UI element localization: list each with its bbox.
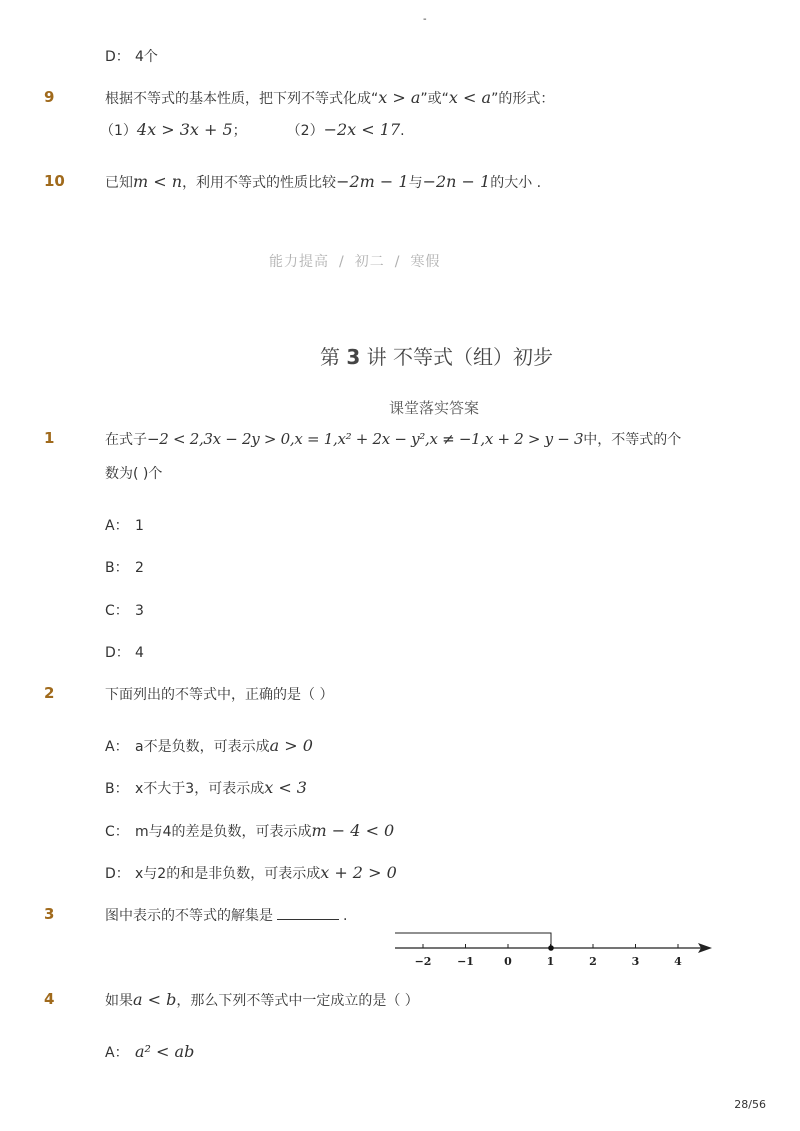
option-label: D： <box>105 645 130 661</box>
tick-label: −2 <box>414 955 432 968</box>
q2-option-c[interactable] <box>105 821 394 841</box>
option-text: x不大于3，可表示成 <box>135 781 265 797</box>
q9-math-1: x > a <box>378 88 421 107</box>
breadcrumb-sep: / <box>339 254 345 270</box>
q3-text-post: . <box>343 908 348 924</box>
tick-label: 0 <box>504 955 512 968</box>
question-number-9: 9 <box>44 88 55 106</box>
tick-label: 2 <box>589 955 597 968</box>
question-3-text <box>105 905 347 925</box>
question-10-text <box>105 172 541 192</box>
q10-text-mid: ，利用不等式的性质比较 <box>182 175 337 191</box>
question-number-3: 3 <box>44 905 55 923</box>
tick-label: 3 <box>631 955 640 968</box>
option-text: 1 <box>135 518 144 534</box>
question-4-text <box>105 990 419 1010</box>
q4-option-a[interactable] <box>105 1042 194 1062</box>
q9-text-post: ”的形式： <box>491 91 555 107</box>
q9-sub2-label: （2） <box>286 123 324 139</box>
option-math: a > 0 <box>269 736 313 755</box>
q2-option-b[interactable] <box>105 778 307 798</box>
q9-sub1-label: （1） <box>100 123 137 139</box>
solution-bracket <box>395 933 551 948</box>
option-label: D： <box>105 866 130 882</box>
q10-math-1: m < n <box>133 172 183 191</box>
q1-text-pre: 在式子 <box>105 432 147 448</box>
top-mark: - <box>423 14 427 25</box>
q9-sub2-math: −2x < 17 <box>323 120 401 139</box>
q10-text-mid2: 与 <box>408 175 423 191</box>
q2-option-a[interactable] <box>105 736 313 756</box>
option-label: D： <box>105 49 130 65</box>
q1-option-b[interactable] <box>105 557 144 577</box>
q10-text-pre: 已知 <box>105 175 133 191</box>
option-text: 2 <box>135 560 144 576</box>
breadcrumb-item-1[interactable]: 能力提高 <box>269 254 329 270</box>
q1-option-d[interactable] <box>105 642 144 662</box>
q1-option-a[interactable] <box>105 515 144 535</box>
q8-option-d[interactable] <box>105 46 158 66</box>
solution-point <box>548 945 554 951</box>
lesson-prefix: 第 <box>320 345 340 369</box>
q4-math: a < b <box>133 990 177 1009</box>
option-label: A： <box>105 1045 129 1061</box>
q1-text-post: 中，不等式的个 <box>583 432 682 448</box>
lesson-number: 3 <box>346 345 361 369</box>
number-line <box>390 925 720 970</box>
q9-sub1-math: 4x > 3x + 5 <box>136 120 233 139</box>
q9-sub2-end: . <box>400 123 405 139</box>
breadcrumb-sep: / <box>394 254 401 270</box>
lesson-suffix: 讲 不等式（组）初步 <box>366 345 553 369</box>
option-label: C： <box>105 603 129 619</box>
q9-math-2: x < a <box>448 88 492 107</box>
breadcrumb <box>269 251 440 271</box>
question-number-10: 10 <box>44 172 65 190</box>
q2-option-d[interactable] <box>105 863 397 883</box>
question-number-1: 1 <box>44 429 55 447</box>
question-1-line2: 数为( )个 <box>105 466 163 482</box>
answer-blank[interactable] <box>277 907 339 920</box>
option-text: x与2的和是非负数，可表示成 <box>135 866 321 882</box>
option-label: C： <box>105 824 129 840</box>
option-label: B： <box>105 781 129 797</box>
q3-text-pre: 图中表示的不等式的解集是 <box>105 908 273 924</box>
q4-text-post: ，那么下列不等式中一定成立的是（ ） <box>176 993 419 1009</box>
q4-text-pre: 如果 <box>105 993 133 1009</box>
option-math: x < 3 <box>264 778 307 797</box>
option-math: x + 2 > 0 <box>320 863 397 882</box>
breadcrumb-item-3[interactable]: 寒假 <box>410 254 441 270</box>
question-9-text <box>105 88 554 108</box>
option-math: a² < ab <box>135 1042 195 1061</box>
question-9-subparts <box>100 120 405 140</box>
option-label: B： <box>105 560 129 576</box>
tick-label: 4 <box>674 955 682 968</box>
tick-label: −1 <box>457 955 474 968</box>
option-math: m − 4 < 0 <box>311 821 395 840</box>
question-number-4: 4 <box>44 990 55 1008</box>
option-text: a不是负数，可表示成 <box>135 739 270 755</box>
lesson-title <box>320 341 553 370</box>
q1-math: −2 < 2,3x − 2y > 0,x = 1,x² + 2x − y²,x ≠ −1,x + 2 > y − 3 <box>147 430 584 448</box>
option-text: 3 <box>135 603 144 619</box>
option-text: m与4的差是负数，可表示成 <box>135 824 312 840</box>
q9-sub1-end: ； <box>232 123 247 139</box>
q1-option-c[interactable] <box>105 600 144 620</box>
q10-text-post: 的大小 . <box>490 175 542 191</box>
q9-text-pre: 根据不等式的基本性质，把下列不等式化成“ <box>105 91 379 107</box>
question-1-text <box>105 429 681 449</box>
q9-text-mid: ”或“ <box>420 91 449 107</box>
q10-math-2: −2m − 1 <box>336 172 409 191</box>
page-number: 28/56 <box>734 1098 766 1111</box>
option-label: A： <box>105 518 129 534</box>
option-text: 4 <box>135 645 144 661</box>
question-number-2: 2 <box>44 684 55 702</box>
breadcrumb-item-2[interactable]: 初二 <box>354 254 385 270</box>
q10-math-3: −2n − 1 <box>422 172 491 191</box>
question-2-text: 下面列出的不等式中，正确的是（ ） <box>105 687 334 703</box>
section-title: 课堂落实答案 <box>389 399 480 417</box>
tick-label: 1 <box>546 955 555 968</box>
option-text: 4个 <box>135 49 158 65</box>
option-label: A： <box>105 739 129 755</box>
